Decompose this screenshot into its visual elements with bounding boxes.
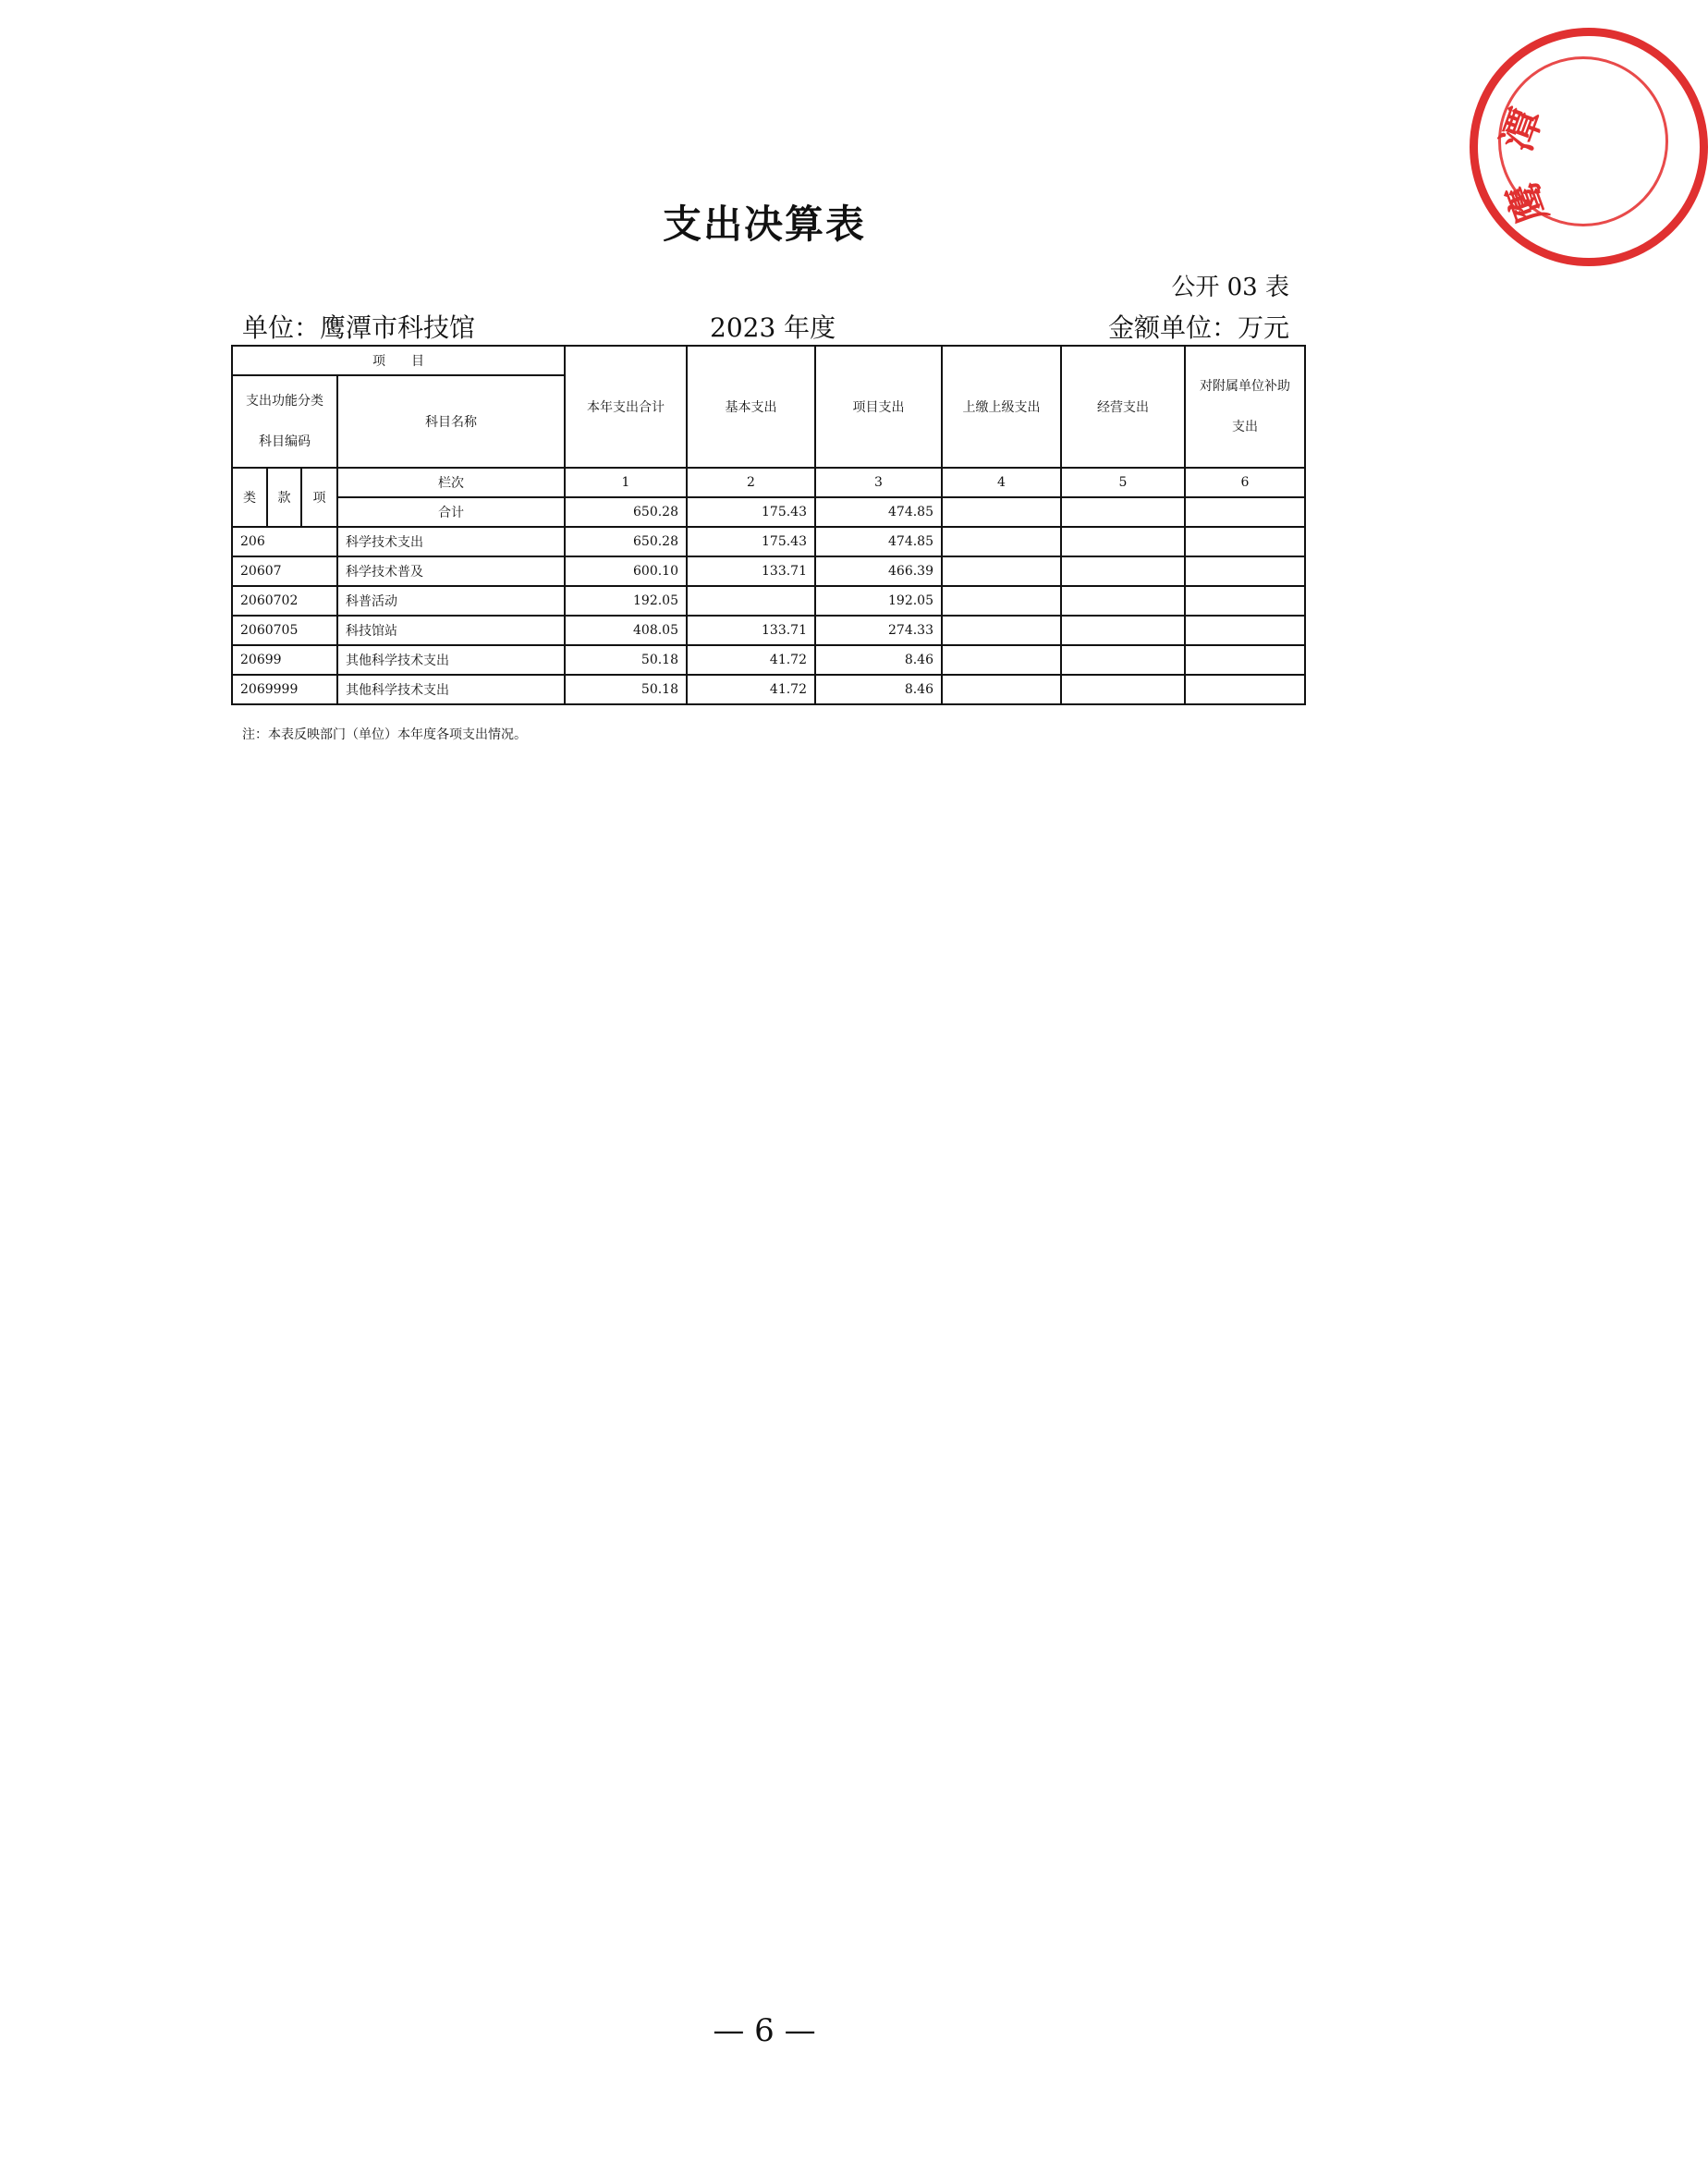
row-value: 192.05 — [815, 586, 942, 616]
col-no-3: 3 — [815, 468, 942, 497]
header-xiang: 项 — [301, 468, 337, 527]
header-lei: 类 — [232, 468, 267, 527]
form-number: 公开 03 表 — [1171, 274, 1289, 301]
row-code: 206 — [232, 527, 337, 556]
row-name: 其他科学技术支出 — [337, 675, 565, 704]
header-func-class-line1: 支出功能分类 — [246, 394, 323, 409]
row-value: 175.43 — [687, 527, 815, 556]
page-title: 支出决算表 — [662, 202, 866, 247]
row-value — [942, 527, 1061, 556]
header-col-1: 本年支出合计 — [565, 346, 687, 468]
row-value — [942, 556, 1061, 586]
row-value: 50.18 — [565, 645, 687, 675]
expenditure-table — [231, 345, 1306, 705]
row-value: 41.72 — [687, 675, 815, 704]
header-func-class — [232, 375, 337, 468]
row-code: 2060705 — [232, 616, 337, 645]
table-row — [232, 586, 1305, 616]
fiscal-year: 2023 年度 — [710, 312, 836, 343]
table-row — [232, 645, 1305, 675]
header-col-5: 经营支出 — [1061, 346, 1185, 468]
col-no-1: 1 — [565, 468, 687, 497]
total-label: 合计 — [337, 497, 565, 527]
row-name: 其他科学技术支出 — [337, 645, 565, 675]
col-no-4: 4 — [942, 468, 1061, 497]
row-value: 600.10 — [565, 556, 687, 586]
row-value — [1185, 527, 1305, 556]
row-value — [1185, 645, 1305, 675]
row-value — [1061, 556, 1185, 586]
header-col-4: 上缴上级支出 — [942, 346, 1061, 468]
row-value: 8.46 — [815, 645, 942, 675]
total-row — [232, 497, 1305, 527]
header-subject-name: 科目名称 — [337, 375, 565, 468]
row-value — [1061, 645, 1185, 675]
official-seal — [1470, 28, 1708, 266]
row-value: 41.72 — [687, 645, 815, 675]
table-row — [232, 616, 1305, 645]
row-value: 8.46 — [815, 675, 942, 704]
row-code: 2060702 — [232, 586, 337, 616]
row-value — [942, 586, 1061, 616]
row-value — [1061, 586, 1185, 616]
table-row — [232, 675, 1305, 704]
row-value — [1185, 616, 1305, 645]
row-name: 科学技术支出 — [337, 527, 565, 556]
row-code: 20699 — [232, 645, 337, 675]
row-value — [1185, 675, 1305, 704]
seal-char: 潭 — [1493, 103, 1552, 157]
table-row — [232, 527, 1305, 556]
table-note: 注：本表反映部门（单位）本年度各项支出情况。 — [242, 727, 527, 742]
row-name: 科普活动 — [337, 586, 565, 616]
row-value — [942, 616, 1061, 645]
table-row — [232, 556, 1305, 586]
row-value — [942, 675, 1061, 704]
header-project: 项 目 — [232, 346, 565, 375]
row-value: 133.71 — [687, 616, 815, 645]
total-value — [1185, 497, 1305, 527]
total-value: 175.43 — [687, 497, 815, 527]
row-value: 50.18 — [565, 675, 687, 704]
page-number: — 6 — — [713, 2012, 816, 2049]
row-value — [1185, 586, 1305, 616]
row-name: 科学技术普及 — [337, 556, 565, 586]
header-kuan: 款 — [267, 468, 301, 527]
row-value: 274.33 — [815, 616, 942, 645]
header-col-2: 基本支出 — [687, 346, 815, 468]
row-value — [687, 586, 815, 616]
row-name: 科技馆站 — [337, 616, 565, 645]
total-value: 474.85 — [815, 497, 942, 527]
amount-unit-label: 金额单位：万元 — [1107, 312, 1289, 343]
row-value — [1061, 675, 1185, 704]
header-func-class-line2: 科目编码 — [259, 434, 311, 449]
col-no-2: 2 — [687, 468, 815, 497]
row-value — [1185, 556, 1305, 586]
row-value: 192.05 — [565, 586, 687, 616]
row-value: 408.05 — [565, 616, 687, 645]
row-value — [1061, 527, 1185, 556]
total-value — [942, 497, 1061, 527]
header-column-no: 栏次 — [337, 468, 565, 497]
total-value: 650.28 — [565, 497, 687, 527]
total-value — [1061, 497, 1185, 527]
unit-label: 单位：鹰潭市科技馆 — [242, 312, 476, 343]
seal-char: 鹰 — [1498, 176, 1557, 230]
col-no-5: 5 — [1061, 468, 1185, 497]
row-code: 20607 — [232, 556, 337, 586]
row-value — [942, 645, 1061, 675]
row-value — [1061, 616, 1185, 645]
row-value: 466.39 — [815, 556, 942, 586]
row-value: 474.85 — [815, 527, 942, 556]
row-value: 133.71 — [687, 556, 815, 586]
col-no-6: 6 — [1185, 468, 1305, 497]
row-code: 2069999 — [232, 675, 337, 704]
header-col-6: 对附属单位补助支出 — [1185, 346, 1305, 468]
header-col-3: 项目支出 — [815, 346, 942, 468]
row-value: 650.28 — [565, 527, 687, 556]
